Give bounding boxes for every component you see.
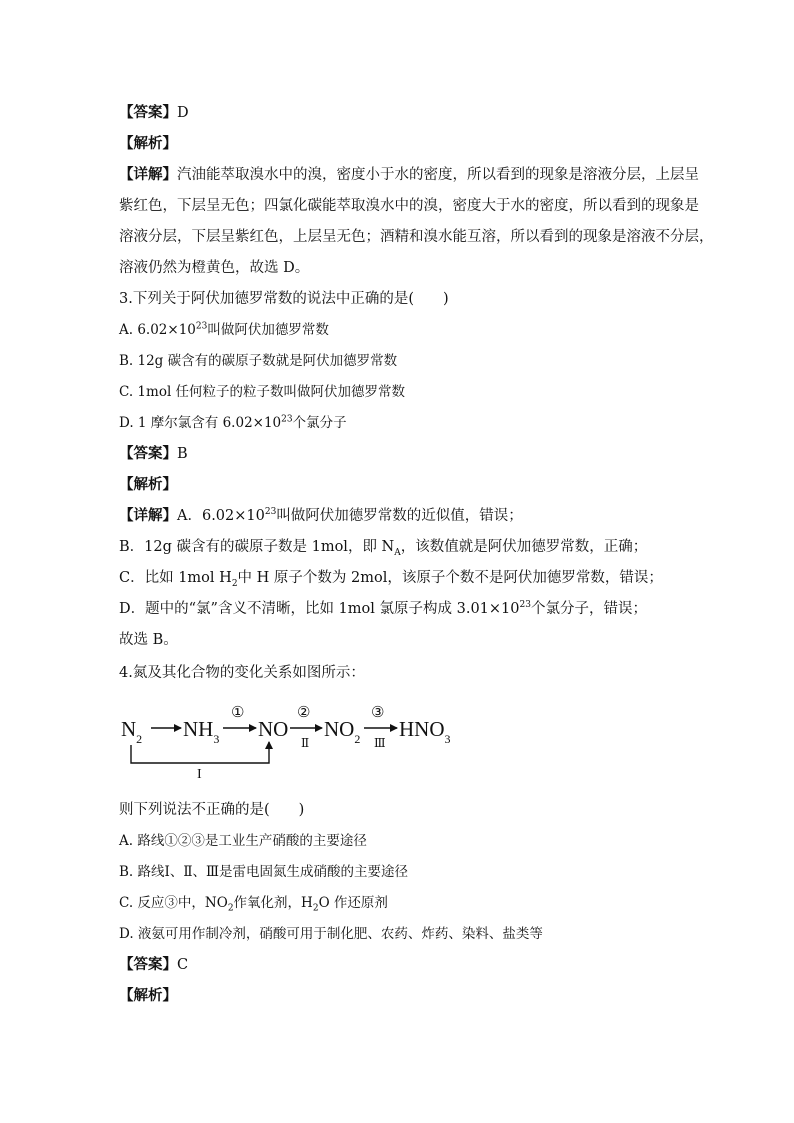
q3-answer-line <box>119 444 188 464</box>
subscript: 2 <box>227 903 234 914</box>
n2-formula: $N_2$ <box>121 717 143 746</box>
route1-path <box>131 742 269 763</box>
superscript: 23 <box>281 414 293 425</box>
option-text: 叫做阿伏加德罗常数 <box>207 322 329 338</box>
superscript: 23 <box>264 507 277 518</box>
route2-label: Ⅱ <box>301 736 310 750</box>
no2-formula: $NO_2$ <box>324 717 361 746</box>
answer-value: C <box>177 957 189 973</box>
option-d <box>119 413 347 433</box>
question-text: 则下列说法不正确的是( ) <box>119 802 305 818</box>
route1-label: I <box>197 767 202 780</box>
detail-text: A．6.02×10 <box>177 508 265 524</box>
superscript: 23 <box>519 600 531 611</box>
option-c <box>119 893 388 913</box>
option-text: C. 反应③中，NO <box>119 895 228 911</box>
detail-text: 汽油能萃取溴水中的溴，密度小于水的密度，所以看到的现象是溶液分层，上层呈 <box>177 167 699 183</box>
question-stem: 3.下列关于阿伏加德罗常数的说法中正确的是( ) <box>119 291 449 307</box>
option-d: D. 液氨可用作制冷剂，硝酸可用于制化肥、农药、炸药、染料、盐类等 <box>119 926 543 942</box>
option-c: C. 1mol 任何粒子的粒子数叫做阿伏加德罗常数 <box>119 384 406 400</box>
option-text: 个氯分子 <box>292 415 347 431</box>
nitrogen-conversion-diagram <box>119 700 459 780</box>
detail-line-d <box>119 599 647 619</box>
detail-text: 紫红色，下层呈无色；四氯化碳能萃取溴水中的溴，密度大于水的密度，所以看到的现象是 <box>119 198 699 214</box>
detail-text: 个氯分子，错误； <box>530 601 647 617</box>
detail-tag: 【详解】 <box>119 507 177 524</box>
step3-label: ③ <box>371 705 385 721</box>
detail-text: ，该数值就是阿伏加德罗常数，正确； <box>400 539 648 555</box>
conclusion: 故选 B。 <box>119 632 178 648</box>
detail-text: D．题中的“氯”含义不清晰，比如 1mol 氯原子构成 3.01×10 <box>119 601 520 617</box>
detail-text: 叫做阿伏加德罗常数的近似值，错误； <box>276 508 523 524</box>
analysis-tag: 【解析】 <box>119 135 177 152</box>
detail-line-b <box>119 537 647 557</box>
nh3-formula: $NH_3$ <box>183 717 220 746</box>
q4-answer-line <box>119 955 188 975</box>
superscript: 23 <box>195 321 208 332</box>
option-b: B. 12g 碳含有的碳原子数就是阿伏加德罗常数 <box>119 353 398 369</box>
step2-label: ② <box>297 705 311 721</box>
analysis-tag: 【解析】 <box>119 987 177 1004</box>
step1-label: ① <box>231 705 245 721</box>
detail-text: 溶液仍然为橙黄色，故选 D。 <box>119 260 310 276</box>
answer-tag: 【答案】 <box>119 445 177 462</box>
subscript: 2 <box>231 578 238 589</box>
detail-text: B．12g 碳含有的碳原子数是 1mol，即 N <box>119 539 395 555</box>
answer-value: B <box>177 446 188 462</box>
option-b: B. 路线Ⅰ、Ⅱ、Ⅲ是雷电固氮生成硝酸的主要途径 <box>119 864 409 880</box>
detail-text: 中 H 原子个数为 2mol，该原子个数不是阿伏加德罗常数，错误； <box>237 570 663 586</box>
subscript: A <box>394 547 401 558</box>
hno3-formula: $HNO_3$ <box>399 717 451 746</box>
subscript: 2 <box>312 903 319 914</box>
detail-tag: 【详解】 <box>119 166 177 183</box>
q2-detail-line <box>119 165 699 185</box>
option-a <box>119 320 329 340</box>
answer-tag: 【答案】 <box>119 104 177 121</box>
detail-line-a <box>119 506 523 526</box>
analysis-tag: 【解析】 <box>119 476 177 493</box>
answer-value: D <box>177 105 189 121</box>
q2-answer-line <box>119 103 189 123</box>
detail-line-c <box>119 568 663 588</box>
answer-tag: 【答案】 <box>119 956 177 973</box>
option-a: A. 路线①②③是工业生产硝酸的主要途径 <box>119 833 367 849</box>
detail-text: 溶液分层，下层呈紫红色，上层呈无色；酒精和溴水能互溶，所以看到的现象是溶液不分层， <box>119 229 714 245</box>
question-stem: 4.氮及其化合物的变化关系如图所示： <box>119 665 365 681</box>
option-text: O 作还原剂 <box>318 895 388 911</box>
option-text: A. 6.02×10 <box>119 322 196 338</box>
route3-label: Ⅲ <box>374 736 386 750</box>
option-text: D. 1 摩尔氯含有 6.02×10 <box>119 415 282 431</box>
detail-text: C．比如 1mol H <box>119 570 232 586</box>
option-text: 作氧化剂，H <box>233 895 313 911</box>
no-formula: NO <box>258 717 289 741</box>
